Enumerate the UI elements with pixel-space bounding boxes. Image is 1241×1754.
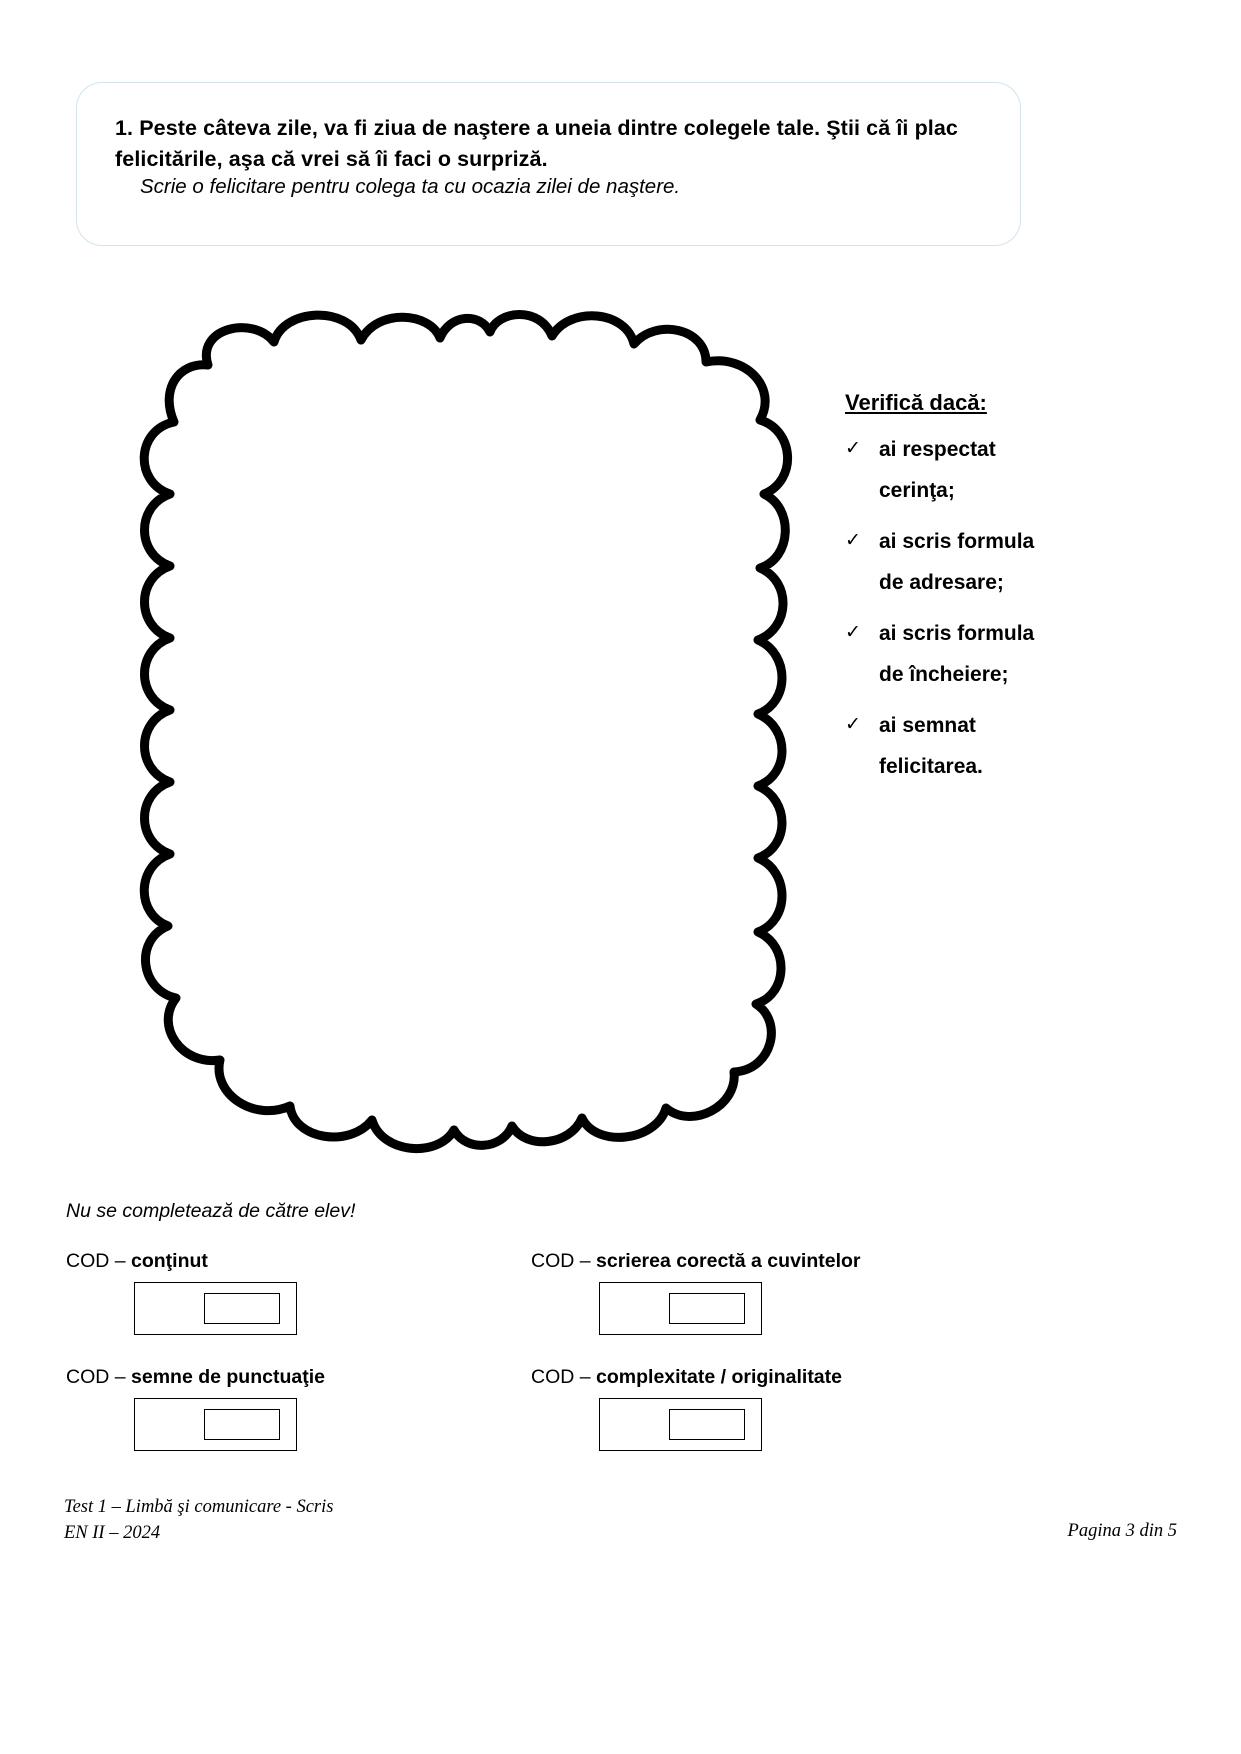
cod-prefix: COD –	[531, 1250, 597, 1272]
check-icon: ✓	[845, 529, 861, 551]
footer-page-number: Pagina 3 din 5	[1067, 1521, 1177, 1541]
cloud-border-path	[144, 315, 787, 1149]
cod-name: conţinut	[131, 1250, 208, 1272]
cod-name: complexitate / originalitate	[596, 1366, 842, 1388]
cod-label	[531, 1250, 861, 1273]
cod-label	[66, 1366, 325, 1389]
cod-block-continut	[66, 1250, 297, 1335]
checklist	[845, 390, 1185, 798]
cod-label	[66, 1250, 297, 1273]
cod-block-punctuatie	[66, 1366, 325, 1451]
checklist-item	[845, 706, 1185, 788]
answer-cloud-area[interactable]	[78, 310, 798, 1155]
cod-label	[531, 1366, 842, 1389]
checklist-item-label: ai respectat cerinţa;	[879, 438, 996, 502]
cod-inner-box[interactable]	[204, 1293, 280, 1324]
cod-name: scrierea corectă a cuvintelor	[596, 1250, 861, 1272]
task-statement: 1. Peste câteva zile, va fi ziua de naştere a uneia dintre colegele tale. Ştii că îi plac felicitările, aşa că vrei să îi faci o surpriză.	[115, 116, 958, 171]
checklist-title: Verifică dacă:	[845, 390, 987, 415]
checklist-item-label: ai scris formula de încheiere;	[879, 621, 1035, 686]
footer-exam-line: EN II – 2024	[64, 1523, 161, 1544]
cod-outer-box[interactable]	[599, 1282, 762, 1335]
cod-prefix: COD –	[531, 1366, 597, 1388]
checklist-item-label: ai scris formula de adresare;	[879, 529, 1035, 594]
check-icon: ✓	[845, 713, 861, 735]
cod-outer-box[interactable]	[599, 1398, 762, 1451]
cod-block-scriere-corecta	[531, 1250, 861, 1335]
check-icon: ✓	[845, 438, 861, 459]
check-icon: ✓	[845, 621, 861, 643]
cod-prefix: COD –	[66, 1366, 132, 1388]
footer-left	[64, 1494, 333, 1547]
cod-block-complexitate	[531, 1366, 842, 1451]
checklist-item-label: ai semnat felicitarea.	[879, 713, 983, 778]
checklist-item	[845, 522, 1185, 604]
checklist-item	[845, 614, 1185, 696]
task-instruction: Scrie o felicitare pentru colega ta cu ocazia zilei de naştere.	[140, 175, 681, 198]
cod-name: semne de punctuaţie	[131, 1366, 325, 1388]
cod-outer-box[interactable]	[134, 1398, 297, 1451]
cod-inner-box[interactable]	[669, 1293, 745, 1324]
footer-test-line: Test 1 – Limbă şi comunicare - Scris	[64, 1497, 334, 1517]
checklist-item	[845, 430, 1185, 512]
cod-inner-box[interactable]	[204, 1409, 280, 1440]
cod-outer-box[interactable]	[134, 1282, 297, 1335]
teacher-note: Nu se completează de către elev!	[66, 1200, 356, 1222]
cod-prefix: COD –	[66, 1250, 132, 1272]
cod-inner-box[interactable]	[669, 1409, 745, 1440]
